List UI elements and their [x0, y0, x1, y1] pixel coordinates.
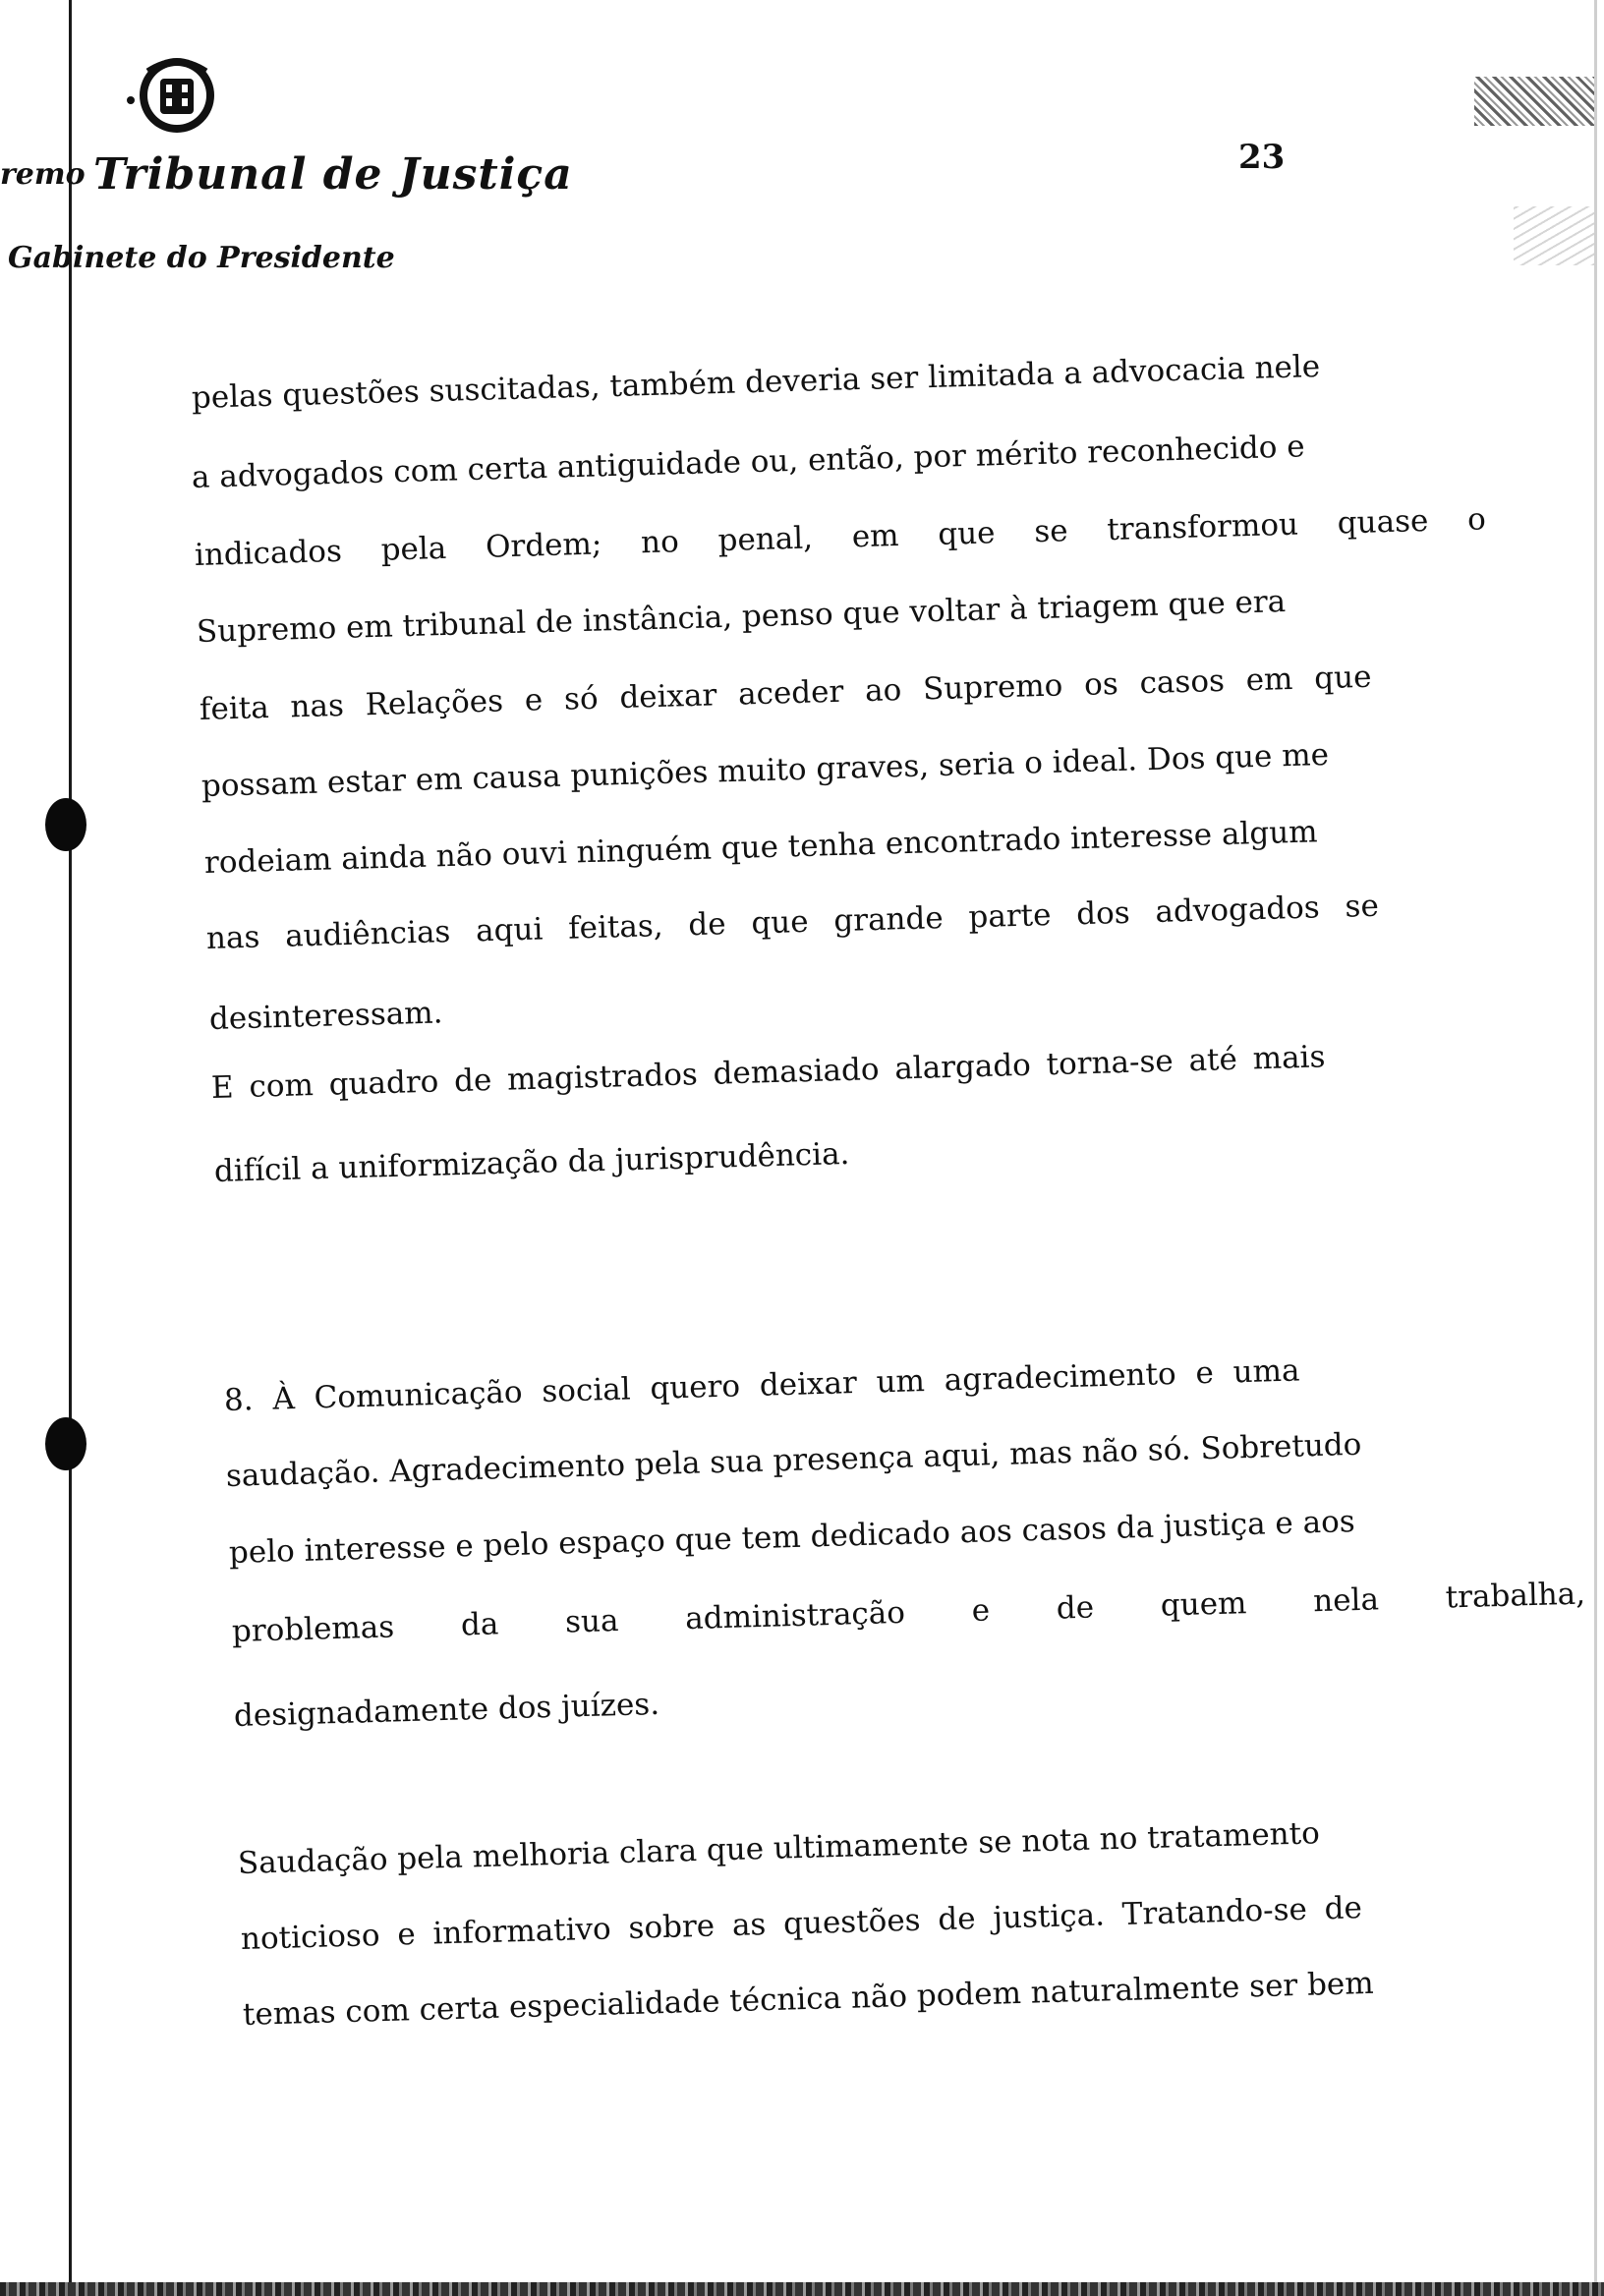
body-line: rodeiam ainda não ouvi ninguém que tenha encontrado interesse algum: [203, 814, 1319, 881]
punch-hole-icon: [45, 1417, 86, 1470]
body-line: nas audiências aqui feitas, de que grande parte dos advogados se: [205, 888, 1380, 956]
body-line: a advogados com certa antiguidade ou, então, por mérito reconhecido e: [191, 429, 1306, 495]
body-line: noticioso e informativo sobre as questões de justiça. Tratando-se de: [240, 1890, 1363, 1957]
body-line: E com quadro de magistrados demasiado alargado torna-se até mais: [210, 1039, 1326, 1106]
body-line: difícil a uniformização da jurisprudência.: [213, 1135, 850, 1189]
binding-margin-line: [69, 0, 72, 2296]
letterhead-edge-text: remo: [0, 157, 86, 192]
body-line: designadamente dos juízes.: [233, 1686, 660, 1734]
letterhead-institution: Tribunal de Justiça: [93, 149, 573, 200]
letterhead-department: Gabinete do Presidente: [8, 241, 395, 275]
coat-of-arms-icon: [123, 51, 221, 140]
scan-artifact: [1474, 77, 1594, 126]
body-line: desinteressam.: [208, 995, 443, 1037]
scan-artifact: [1514, 206, 1594, 265]
body-line: possam estar em causa punições muito graves, seria o ideal. Dos que me: [200, 736, 1330, 804]
body-line: problemas da sua administração e de quem nela trabalha,: [231, 1576, 1586, 1649]
body-line: 8. À Comunicação social quero deixar um agradecimento e uma: [223, 1352, 1300, 1418]
body-line: saudação. Agradecimento pela sua presença aqui, mas não só. Sobretudo: [225, 1426, 1362, 1494]
bottom-scan-edge: [0, 2282, 1604, 2296]
page-number: 23: [1238, 138, 1286, 177]
body-line: temas com certa especialidade técnica não podem naturalmente ser bem: [242, 1965, 1375, 2033]
punch-hole-icon: [45, 798, 86, 851]
body-line: indicados pela Ordem; no penal, em que se transformou quase o: [194, 501, 1487, 573]
body-line: pelo interesse e pelo espaço que tem dedicado aos casos da justiça e aos: [228, 1504, 1356, 1571]
body-line: feita nas Relações e só deixar aceder ao Supremo os casos em que: [199, 659, 1372, 727]
right-page-edge: [1594, 0, 1597, 2296]
body-line: Saudação pela melhoria clara que ultimamente se nota no tratamento: [237, 1815, 1321, 1881]
body-line: Supremo em tribunal de instância, penso que voltar à triagem que era: [196, 584, 1287, 650]
body-line: pelas questões suscitadas, também deveria ser limitada a advocacia nele: [191, 348, 1321, 416]
